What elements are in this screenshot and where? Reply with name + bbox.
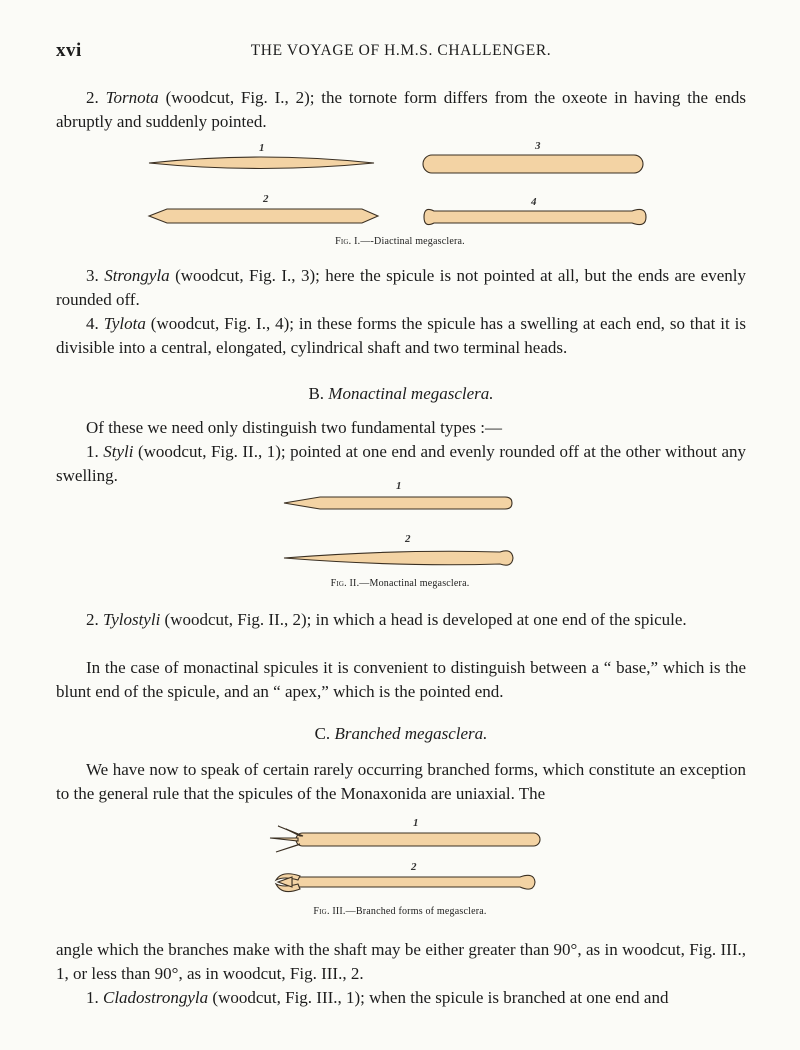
caption-fig: Fig. I. xyxy=(335,236,361,247)
fig3-caption xyxy=(0,906,800,917)
paragraph-text: (woodcut, Fig. II., 1); pointed at one end and evenly rounded off at the other without any swelling. xyxy=(56,442,747,485)
paragraph-text: Of these we need only distinguish two fundamental types :— xyxy=(86,418,502,437)
paragraph-branched-intro xyxy=(56,758,746,805)
term-styli: Styli xyxy=(103,442,134,461)
caption-fig: Fig. II. xyxy=(330,578,360,589)
paragraph-branch-angle xyxy=(56,938,746,985)
fig1-label-4: 4 xyxy=(531,196,537,208)
fig1-spicule-1 xyxy=(149,157,374,169)
term-tornota: Tornota xyxy=(105,88,159,107)
item-number: 4. xyxy=(86,314,99,333)
fig1-spicule-4 xyxy=(424,209,646,224)
fig2-caption xyxy=(0,578,800,589)
paragraph-text: angle which the branches make with the shaft may be either greater than 90°, as in woodcut, Fig. III., 1, or less than 90°, as in woodcut, Fig. III., 2. xyxy=(56,940,746,983)
caption-text: —Monactinal megasclera. xyxy=(359,578,470,589)
paragraph-text: (woodcut, Fig. III., 1); when the spicule is branched at one end and xyxy=(208,988,669,1007)
term-cladostrongyla: Cladostrongyla xyxy=(103,988,209,1007)
term-strongyla: Strongyla xyxy=(104,266,170,285)
item-number: 1. xyxy=(86,988,99,1007)
section-letter: C. xyxy=(314,724,331,743)
fig2-label-2: 2 xyxy=(405,533,411,545)
fig1-spicule-2 xyxy=(149,209,378,223)
caption-fig: Fig. III. xyxy=(313,906,346,917)
fig2-spicule-2 xyxy=(284,551,513,565)
paragraph-text: In the case of monactinal spicules it is convenient to distinguish between a “ base,” which is the blunt end of the spicule, and an “ apex,” which is the pointed end. xyxy=(56,658,746,701)
fig1-caption xyxy=(0,236,800,247)
caption-text: —Branched forms of megasclera. xyxy=(345,906,487,917)
fig3-spicule-1 xyxy=(270,826,540,852)
paragraph-text: (woodcut, Fig. I., 4); in these forms the spicule has a swelling at each end, so that it is divisible into a central, elongated, cylindrical shaft and two terminal heads. xyxy=(56,314,747,357)
paragraph-text: (woodcut, Fig. II., 2); in which a head is developed at one end of the spicule. xyxy=(160,610,687,629)
fig1-label-3: 3 xyxy=(535,140,541,152)
paragraph-types-intro xyxy=(56,416,746,440)
term-tylostyli: Tylostyli xyxy=(103,610,161,629)
term-tylota: Tylota xyxy=(103,314,146,333)
section-letter: B. xyxy=(308,384,325,403)
fig2-spicule-1 xyxy=(284,497,512,509)
caption-text: —-Diactinal megasclera. xyxy=(360,236,465,247)
item-number: 2. xyxy=(86,88,99,107)
fig3-label-1: 1 xyxy=(413,817,419,829)
section-title: Monactinal megasclera. xyxy=(328,384,494,403)
fig1-label-2: 2 xyxy=(263,193,269,205)
paragraph-cladostrongyla xyxy=(56,986,746,1010)
fig1-label-1: 1 xyxy=(259,142,265,154)
item-number: 1. xyxy=(86,442,99,461)
fig2-label-1: 1 xyxy=(396,480,402,492)
paragraph-strongyla xyxy=(56,264,746,311)
paragraph-base-apex xyxy=(56,656,746,703)
section-title: Branched megasclera. xyxy=(334,724,488,743)
page-number: xvi xyxy=(56,40,82,61)
paragraph-tylostyli xyxy=(56,608,746,632)
item-number: 2. xyxy=(86,610,99,629)
paragraph-tylota xyxy=(56,312,746,359)
item-number: 3. xyxy=(86,266,99,285)
paragraph-text: (woodcut, Fig. I., 2); the tornote form differs from the oxeote in having the ends abruptly and suddenly pointed. xyxy=(56,88,746,131)
section-heading-b xyxy=(56,384,746,404)
paragraph-text: (woodcut, Fig. I., 3); here the spicule is not pointed at all, but the ends are evenly rounded off. xyxy=(56,266,746,309)
paragraph-text: We have now to speak of certain rarely occurring branched forms, which constitute an exception to the general rule that the spicules of the Monaxonida are uniaxial. The xyxy=(56,760,746,803)
fig3-label-2: 2 xyxy=(411,861,417,873)
running-title: THE VOYAGE OF H.M.S. CHALLENGER. xyxy=(250,42,552,59)
fig1-spicule-3 xyxy=(423,155,643,173)
section-heading-c xyxy=(56,724,746,744)
fig3-spicule-2 xyxy=(276,874,535,892)
